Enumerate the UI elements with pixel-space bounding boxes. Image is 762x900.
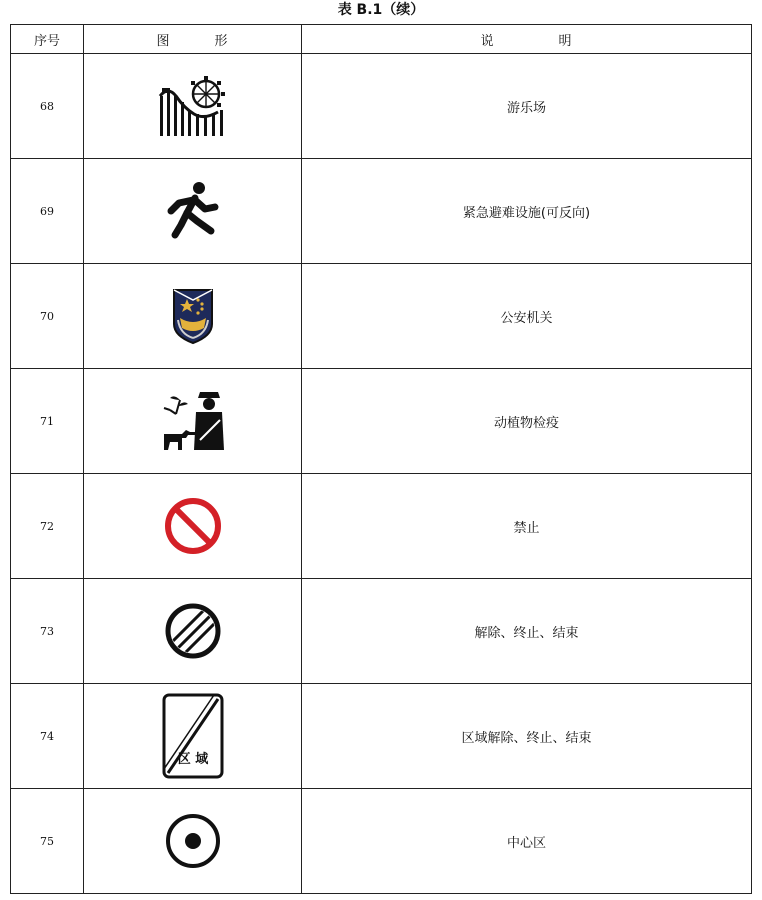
row-number: 71 (11, 369, 84, 474)
end-of-restriction-icon (163, 601, 223, 661)
row-number: 75 (11, 789, 84, 894)
row-description: 公安机关 (302, 264, 752, 369)
table-row (11, 264, 752, 369)
police-badge-icon (170, 286, 216, 346)
row-description: 禁止 (302, 474, 752, 579)
row-number: 70 (11, 264, 84, 369)
row-description: 解除、终止、结束 (302, 579, 752, 684)
row-figure (84, 369, 302, 474)
row-figure (84, 789, 302, 894)
quarantine-officer-icon (160, 390, 226, 452)
row-description: 区域解除、终止、结束 (302, 684, 752, 789)
row-number: 68 (11, 54, 84, 159)
row-number: 74 (11, 684, 84, 789)
header-desc-b: 明 (558, 33, 573, 49)
row-description: 游乐场 (302, 54, 752, 159)
prohibition-icon (163, 496, 223, 556)
row-figure (84, 54, 302, 159)
table-row (11, 369, 752, 474)
header-figure-a: 图 (156, 33, 171, 49)
table-row (11, 579, 752, 684)
running-person-icon (165, 181, 221, 241)
table-row (11, 159, 752, 264)
table-row (11, 684, 752, 789)
amusement-park-icon (158, 74, 228, 138)
header-row (11, 25, 752, 54)
header-figure (84, 25, 302, 54)
row-description: 中心区 (302, 789, 752, 894)
row-figure (84, 264, 302, 369)
center-dot-icon (163, 811, 223, 871)
header-desc-a: 说 (480, 33, 495, 49)
table-row (11, 789, 752, 894)
row-figure (84, 159, 302, 264)
row-figure (84, 579, 302, 684)
row-number: 73 (11, 579, 84, 684)
row-figure (84, 684, 302, 789)
row-number: 72 (11, 474, 84, 579)
row-figure (84, 474, 302, 579)
header-figure-b: 形 (214, 33, 229, 49)
row-description: 动植物检疫 (302, 369, 752, 474)
symbol-table (10, 24, 752, 894)
table-row (11, 474, 752, 579)
header-no: 序号 (11, 25, 84, 54)
table-row (11, 54, 752, 159)
table-title: 表 B.1（续） (337, 2, 425, 18)
zone-end-sign-icon (162, 693, 224, 779)
header-description (302, 25, 752, 54)
zone-sign-label: 区 域 (177, 752, 208, 767)
row-description: 紧急避难设施(可反向) (302, 159, 752, 264)
row-number: 69 (11, 159, 84, 264)
